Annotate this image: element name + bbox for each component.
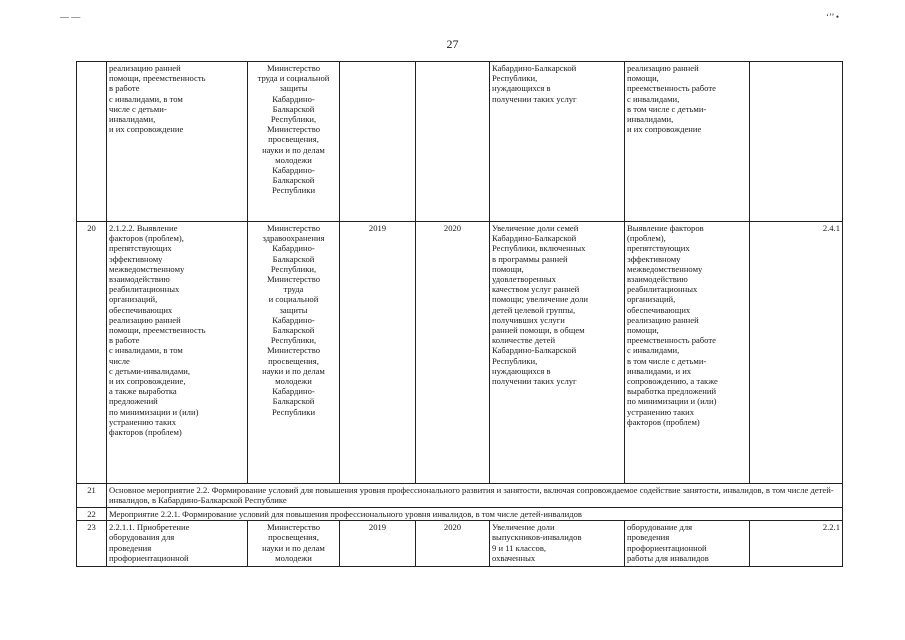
cell-num: 22	[77, 508, 107, 521]
cell-expected-result: Кабардино-Балкарской Республики, нуждающихся в получении таких услуг	[490, 62, 625, 222]
page-number: 27	[446, 37, 459, 51]
cell-executor: Министерство просвещения, науки и по делам молодежи	[248, 521, 340, 567]
cell-main-measure: Основное мероприятие 2.2. Формирование условий для повышения уровня профессионального развития и занятости, включая сопровождаемое содействие занятости, инвалидов, в том числе детей-инвалидов, в Кабардино-Балкарской Республике	[107, 484, 843, 508]
cell-consequences: оборудование для проведения профориентационной работы для инвалидов	[625, 521, 750, 567]
table-row-20	[77, 222, 843, 484]
cell-start-year: 2019	[340, 521, 416, 567]
cell-end-year: 2020	[416, 222, 490, 484]
cell-link	[750, 62, 843, 222]
cell-expected-result: Увеличение доли выпускников-инвалидов 9 и 11 классов, охваченных	[490, 521, 625, 567]
cell-num: 21	[77, 484, 107, 508]
cell-num	[77, 62, 107, 222]
table-row-21	[77, 484, 843, 508]
cell-measure: Мероприятие 2.2.1. Формирование условий для повышения профессионального уровня инвалидов, в том числе детей-инвалидов	[107, 508, 843, 521]
cell-end-year	[416, 62, 490, 222]
cell-expected-result: Увеличение доли семей Кабардино-Балкарской Республики, включенных в программы ранней помощи, удовлетворенных качеством услуг ранней помощи; увеличение доли детей целевой группы, получивших услуги ранней помощи, в общем количестве детей Кабардино-Балкарской Республики, нуждающихся в получении таких услуг	[490, 222, 625, 484]
cell-consequences: Выявление факторов (проблем), препятствующих эффективному межведомственному взаимодействию реабилитационных организаций, обеспечивающих реализацию ранней помощи, преемственность работе с инвалидами, в том числе с детьми- инвалидами, и их сопровождению, а также выработка предложений по минимизации и (или) устранению таких факторов (проблем)	[625, 222, 750, 484]
cell-measure-name: 2.1.2.2. Выявление факторов (проблем), препятствующих эффективному межведомственному взаимодействию реабилитационных организаций, обеспечивающих реализацию ранней помощи, преемственность в работе с инвалидами, в том числе с детьми-инвалидами, и их сопровождение, а также выработка предложений по минимизации и (или) устранению таких факторов (проблем)	[107, 222, 248, 484]
measures-table	[76, 61, 843, 567]
cell-measure-name: 2.2.1.1. Приобретение оборудования для проведения профориентационной	[107, 521, 248, 567]
cell-num: 20	[77, 222, 107, 484]
table-row-continuation	[77, 62, 843, 222]
cell-consequences: реализацию ранней помощи, преемственность работе с инвалидами, в том числе с детьми- инвалидами, и их сопровождение	[625, 62, 750, 222]
cell-measure-name: реализацию ранней помощи, преемственность в работе с инвалидами, в том числе с детьми- инвалидами, и их сопровождение	[107, 62, 248, 222]
cell-executor: Министерство здравоохранения Кабардино- Балкарской Республики, Министерство труда и социальной защиты Кабардино- Балкарской Республики, Министерство просвещения, науки и по делам молодежи Кабардино- Балкарской Республики	[248, 222, 340, 484]
cell-end-year: 2020	[416, 521, 490, 567]
top-right-mark: ‘’’ •	[826, 12, 840, 22]
cell-link: 2.4.1	[750, 222, 843, 484]
top-left-mark: — —	[60, 12, 81, 22]
cell-num: 23	[77, 521, 107, 567]
cell-start-year	[340, 62, 416, 222]
table-row-23	[77, 521, 843, 567]
cell-link: 2.2.1	[750, 521, 843, 567]
table-row-22	[77, 508, 843, 521]
cell-start-year: 2019	[340, 222, 416, 484]
cell-executor: Министерство труда и социальной защиты Кабардино- Балкарской Республики, Министерство просвещения, науки и по делам молодежи Кабардино- Балкарской Республики	[248, 62, 340, 222]
